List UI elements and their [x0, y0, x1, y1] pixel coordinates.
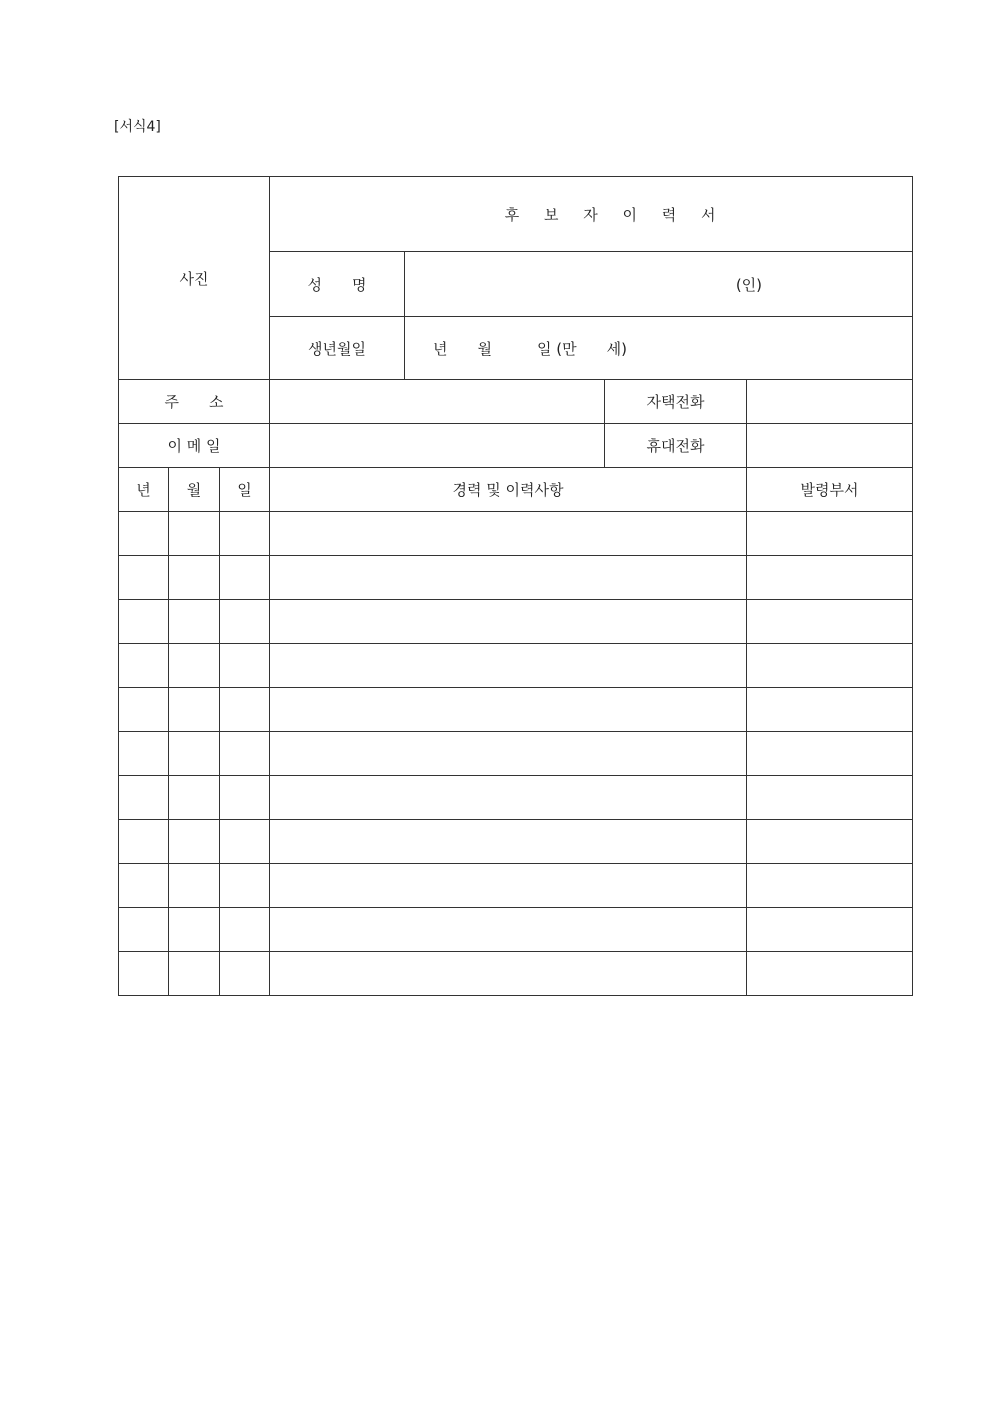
history-day-cell[interactable]	[220, 864, 270, 908]
history-year-cell[interactable]	[119, 512, 169, 556]
history-career-header: 경력 및 이력사항	[270, 468, 747, 512]
history-year-cell[interactable]	[119, 644, 169, 688]
history-dept-cell[interactable]	[747, 776, 913, 820]
history-career-cell[interactable]	[270, 644, 747, 688]
history-career-cell[interactable]	[270, 688, 747, 732]
history-dept-header: 발령부서	[747, 468, 913, 512]
history-dept-cell[interactable]	[747, 556, 913, 600]
history-career-cell[interactable]	[270, 864, 747, 908]
history-month-cell[interactable]	[169, 600, 220, 644]
birth-label: 생년월일	[270, 317, 405, 380]
history-header-row	[119, 468, 913, 512]
history-career-cell[interactable]	[270, 908, 747, 952]
history-row	[119, 556, 913, 600]
history-year-cell[interactable]	[119, 556, 169, 600]
history-dept-cell[interactable]	[747, 908, 913, 952]
history-year-cell[interactable]	[119, 600, 169, 644]
history-row	[119, 688, 913, 732]
history-year-cell[interactable]	[119, 864, 169, 908]
history-day-cell[interactable]	[220, 512, 270, 556]
history-career-cell[interactable]	[270, 952, 747, 996]
photo-box[interactable]	[119, 177, 270, 380]
history-row	[119, 908, 913, 952]
history-career-cell[interactable]	[270, 732, 747, 776]
history-row	[119, 600, 913, 644]
history-year-cell[interactable]	[119, 908, 169, 952]
history-month-cell[interactable]	[169, 820, 220, 864]
photo-label: 사진	[179, 269, 209, 288]
seal-mark: (인)	[735, 275, 763, 294]
history-career-cell[interactable]	[270, 820, 747, 864]
history-row	[119, 732, 913, 776]
history-month-cell[interactable]	[169, 908, 220, 952]
history-year-cell[interactable]	[119, 688, 169, 732]
history-month-cell[interactable]	[169, 556, 220, 600]
history-career-cell[interactable]	[270, 600, 747, 644]
history-day-cell[interactable]	[220, 820, 270, 864]
form-code: [서식4]	[114, 119, 161, 135]
history-day-cell[interactable]	[220, 908, 270, 952]
mobile-label: 휴대전화	[605, 424, 747, 468]
history-dept-cell[interactable]	[747, 820, 913, 864]
form-title-text: 후 보 자 이 력 서	[504, 205, 716, 224]
candidate-resume-form	[118, 176, 913, 996]
history-day-cell[interactable]	[220, 600, 270, 644]
history-dept-cell[interactable]	[747, 952, 913, 996]
history-career-cell[interactable]	[270, 776, 747, 820]
history-month-header: 월	[169, 468, 220, 512]
birth-field[interactable]	[405, 317, 913, 380]
history-year-cell[interactable]	[119, 732, 169, 776]
email-label: 이 메 일	[119, 424, 270, 468]
history-dept-cell[interactable]	[747, 864, 913, 908]
address-field[interactable]	[270, 380, 605, 424]
history-day-cell[interactable]	[220, 644, 270, 688]
history-year-cell[interactable]	[119, 820, 169, 864]
history-year-header: 년	[119, 468, 169, 512]
home-phone-label: 자택전화	[605, 380, 747, 424]
history-month-cell[interactable]	[169, 952, 220, 996]
history-month-cell[interactable]	[169, 688, 220, 732]
history-day-cell[interactable]	[220, 776, 270, 820]
history-month-cell[interactable]	[169, 512, 220, 556]
history-day-header: 일	[220, 468, 270, 512]
history-month-cell[interactable]	[169, 732, 220, 776]
history-dept-cell[interactable]	[747, 644, 913, 688]
history-year-cell[interactable]	[119, 952, 169, 996]
history-month-cell[interactable]	[169, 864, 220, 908]
history-month-cell[interactable]	[169, 776, 220, 820]
history-dept-cell[interactable]	[747, 688, 913, 732]
email-field[interactable]	[270, 424, 605, 468]
history-row	[119, 776, 913, 820]
history-day-cell[interactable]	[220, 688, 270, 732]
history-year-cell[interactable]	[119, 776, 169, 820]
history-dept-cell[interactable]	[747, 512, 913, 556]
history-dept-cell[interactable]	[747, 600, 913, 644]
history-row	[119, 644, 913, 688]
name-label: 성 명	[270, 252, 405, 317]
history-career-cell[interactable]	[270, 556, 747, 600]
history-row	[119, 952, 913, 996]
history-row	[119, 864, 913, 908]
mobile-field[interactable]	[747, 424, 913, 468]
history-dept-cell[interactable]	[747, 732, 913, 776]
history-day-cell[interactable]	[220, 732, 270, 776]
home-phone-field[interactable]	[747, 380, 913, 424]
address-label: 주 소	[119, 380, 270, 424]
history-career-cell[interactable]	[270, 512, 747, 556]
history-day-cell[interactable]	[220, 952, 270, 996]
history-row	[119, 820, 913, 864]
birth-value: 년 월 일 (만 세)	[433, 339, 627, 358]
history-row	[119, 512, 913, 556]
name-field[interactable]	[405, 252, 913, 317]
history-month-cell[interactable]	[169, 644, 220, 688]
form-title	[270, 177, 913, 252]
history-day-cell[interactable]	[220, 556, 270, 600]
